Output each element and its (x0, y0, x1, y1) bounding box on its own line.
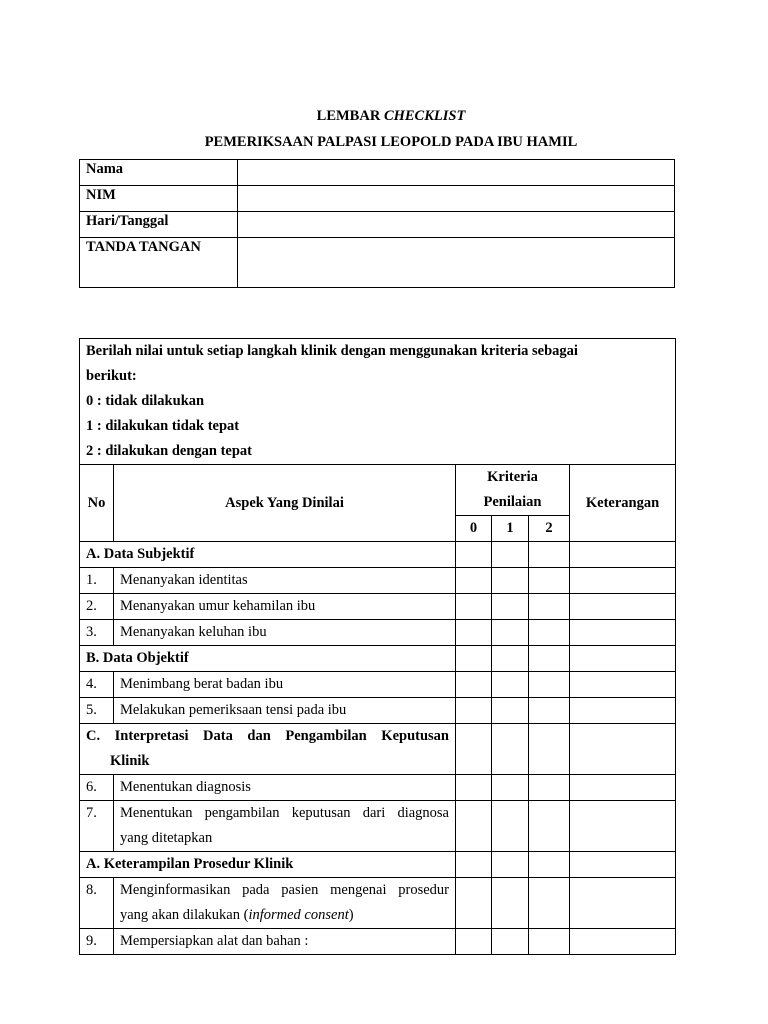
item-no: 6. (80, 775, 114, 801)
criteria-1: 1 : dilakukan tidak tepat (86, 418, 240, 434)
field-nama[interactable] (238, 160, 675, 186)
score-cell[interactable] (529, 852, 570, 878)
score-cell[interactable] (529, 568, 570, 594)
score-cell[interactable] (529, 878, 570, 929)
score-cell[interactable] (456, 852, 492, 878)
item-no: 4. (80, 672, 114, 698)
header-no: No (80, 465, 114, 542)
header-aspek: Aspek Yang Dinilai (114, 465, 456, 542)
score-cell[interactable] (492, 698, 529, 724)
instructions (80, 339, 676, 465)
section-row (80, 724, 676, 775)
item-text (114, 801, 456, 852)
table-row (80, 801, 676, 852)
header-kriteria-line2: Penilaian (483, 494, 542, 510)
score-cell[interactable] (492, 672, 529, 698)
item-text-line2: yang ditetapkan (120, 830, 213, 846)
score-cell[interactable] (529, 672, 570, 698)
item-text-line2 (120, 903, 449, 928)
item-text-line1: Menginformasikan pada pasien mengenai prosedur (120, 882, 449, 898)
score-cell[interactable] (456, 620, 492, 646)
item-text-italic: informed consent (248, 907, 349, 923)
header-score-2: 2 (529, 516, 570, 542)
section-interpretasi (80, 724, 456, 775)
item-no: 2. (80, 594, 114, 620)
score-cell[interactable] (529, 724, 570, 775)
header-score-0: 0 (456, 516, 492, 542)
section-row (80, 542, 676, 568)
section-interpretasi-line1: C. Interpretasi Data dan Pengambilan Keputusan (86, 728, 449, 744)
score-cell[interactable] (529, 594, 570, 620)
keterangan-cell[interactable] (570, 646, 676, 672)
score-cell[interactable] (492, 929, 529, 955)
section-interpretasi-line2: Klinik (110, 753, 150, 769)
score-cell[interactable] (456, 878, 492, 929)
item-no: 7. (80, 801, 114, 852)
score-cell[interactable] (529, 929, 570, 955)
title-italic: CHECKLIST (383, 108, 466, 124)
keterangan-cell[interactable] (570, 672, 676, 698)
field-tanda-tangan[interactable] (238, 238, 675, 288)
keterangan-cell[interactable] (570, 775, 676, 801)
score-cell[interactable] (492, 801, 529, 852)
keterangan-cell[interactable] (570, 724, 676, 775)
score-cell[interactable] (529, 698, 570, 724)
label-nama: Nama (80, 160, 238, 186)
score-cell[interactable] (456, 672, 492, 698)
score-cell[interactable] (492, 542, 529, 568)
header-kriteria-line1: Kriteria (487, 469, 538, 485)
header-kriteria (456, 465, 570, 516)
score-cell[interactable] (456, 542, 492, 568)
section-keterampilan: A. Keterampilan Prosedur Klinik (80, 852, 456, 878)
item-text: Menimbang berat badan ibu (114, 672, 456, 698)
score-cell[interactable] (529, 542, 570, 568)
checklist-table (79, 338, 676, 955)
item-text: Melakukan pemeriksaan tensi pada ibu (114, 698, 456, 724)
section-row (80, 646, 676, 672)
item-text: Menentukan diagnosis (114, 775, 456, 801)
item-no: 3. (80, 620, 114, 646)
section-data-objektif: B. Data Objektif (80, 646, 456, 672)
score-cell[interactable] (492, 646, 529, 672)
item-no: 8. (80, 878, 114, 929)
keterangan-cell[interactable] (570, 878, 676, 929)
field-hari-tanggal[interactable] (238, 212, 675, 238)
item-text: Menanyakan identitas (114, 568, 456, 594)
score-cell[interactable] (492, 620, 529, 646)
instructions-line2: berikut: (86, 368, 137, 384)
table-row (80, 620, 676, 646)
table-row (80, 878, 676, 929)
score-cell[interactable] (456, 646, 492, 672)
item-no: 5. (80, 698, 114, 724)
table-row (80, 672, 676, 698)
keterangan-cell[interactable] (570, 594, 676, 620)
label-tanda-tangan: TANDA TANGAN (80, 238, 238, 288)
item-text-line2a: yang akan dilakukan ( (120, 907, 249, 923)
score-cell[interactable] (492, 878, 529, 929)
table-row (80, 929, 676, 955)
keterangan-cell[interactable] (570, 852, 676, 878)
item-text-line2b: ) (348, 907, 354, 923)
header-score-1: 1 (492, 516, 529, 542)
criteria-2: 2 : dilakukan dengan tepat (86, 443, 252, 459)
label-nim: NIM (80, 186, 238, 212)
keterangan-cell[interactable] (570, 568, 676, 594)
score-cell[interactable] (456, 724, 492, 775)
table-row (80, 568, 676, 594)
keterangan-cell[interactable] (570, 801, 676, 852)
score-cell[interactable] (456, 698, 492, 724)
score-cell[interactable] (456, 594, 492, 620)
score-cell[interactable] (456, 775, 492, 801)
keterangan-cell[interactable] (570, 542, 676, 568)
title-prefix: LEMBAR (316, 108, 381, 124)
table-row (80, 775, 676, 801)
section-row (80, 852, 676, 878)
item-no: 9. (80, 929, 114, 955)
field-nim[interactable] (238, 186, 675, 212)
criteria-0: 0 : tidak dilakukan (86, 393, 205, 409)
item-no: 1. (80, 568, 114, 594)
score-cell[interactable] (492, 852, 529, 878)
label-hari-tanggal: Hari/Tanggal (80, 212, 238, 238)
item-text: Menanyakan umur kehamilan ibu (114, 594, 456, 620)
score-cell[interactable] (492, 568, 529, 594)
section-data-subjektif: A. Data Subjektif (80, 542, 456, 568)
keterangan-cell[interactable] (570, 698, 676, 724)
item-text (114, 878, 456, 929)
item-text: Mempersiapkan alat dan bahan : (114, 929, 456, 955)
score-cell[interactable] (529, 646, 570, 672)
page-title (0, 108, 768, 125)
score-cell[interactable] (529, 775, 570, 801)
score-cell[interactable] (456, 568, 492, 594)
header-keterangan: Keterangan (570, 465, 676, 542)
item-text: Menanyakan keluhan ibu (114, 620, 456, 646)
score-cell[interactable] (492, 775, 529, 801)
score-cell[interactable] (456, 801, 492, 852)
page-subtitle: PEMERIKSAAN PALPASI LEOPOLD PADA IBU HAMIL (204, 134, 578, 150)
score-cell[interactable] (529, 620, 570, 646)
score-cell[interactable] (492, 724, 529, 775)
instructions-line1: Berilah nilai untuk setiap langkah klinik dengan menggunakan kriteria sebagai (86, 343, 578, 359)
keterangan-cell[interactable] (570, 620, 676, 646)
score-cell[interactable] (456, 929, 492, 955)
score-cell[interactable] (529, 801, 570, 852)
score-cell[interactable] (492, 594, 529, 620)
identity-table (79, 159, 675, 288)
item-text-line1: Menentukan pengambilan keputusan dari diagnosa (120, 805, 449, 821)
table-row (80, 698, 676, 724)
keterangan-cell[interactable] (570, 929, 676, 955)
table-row (80, 594, 676, 620)
